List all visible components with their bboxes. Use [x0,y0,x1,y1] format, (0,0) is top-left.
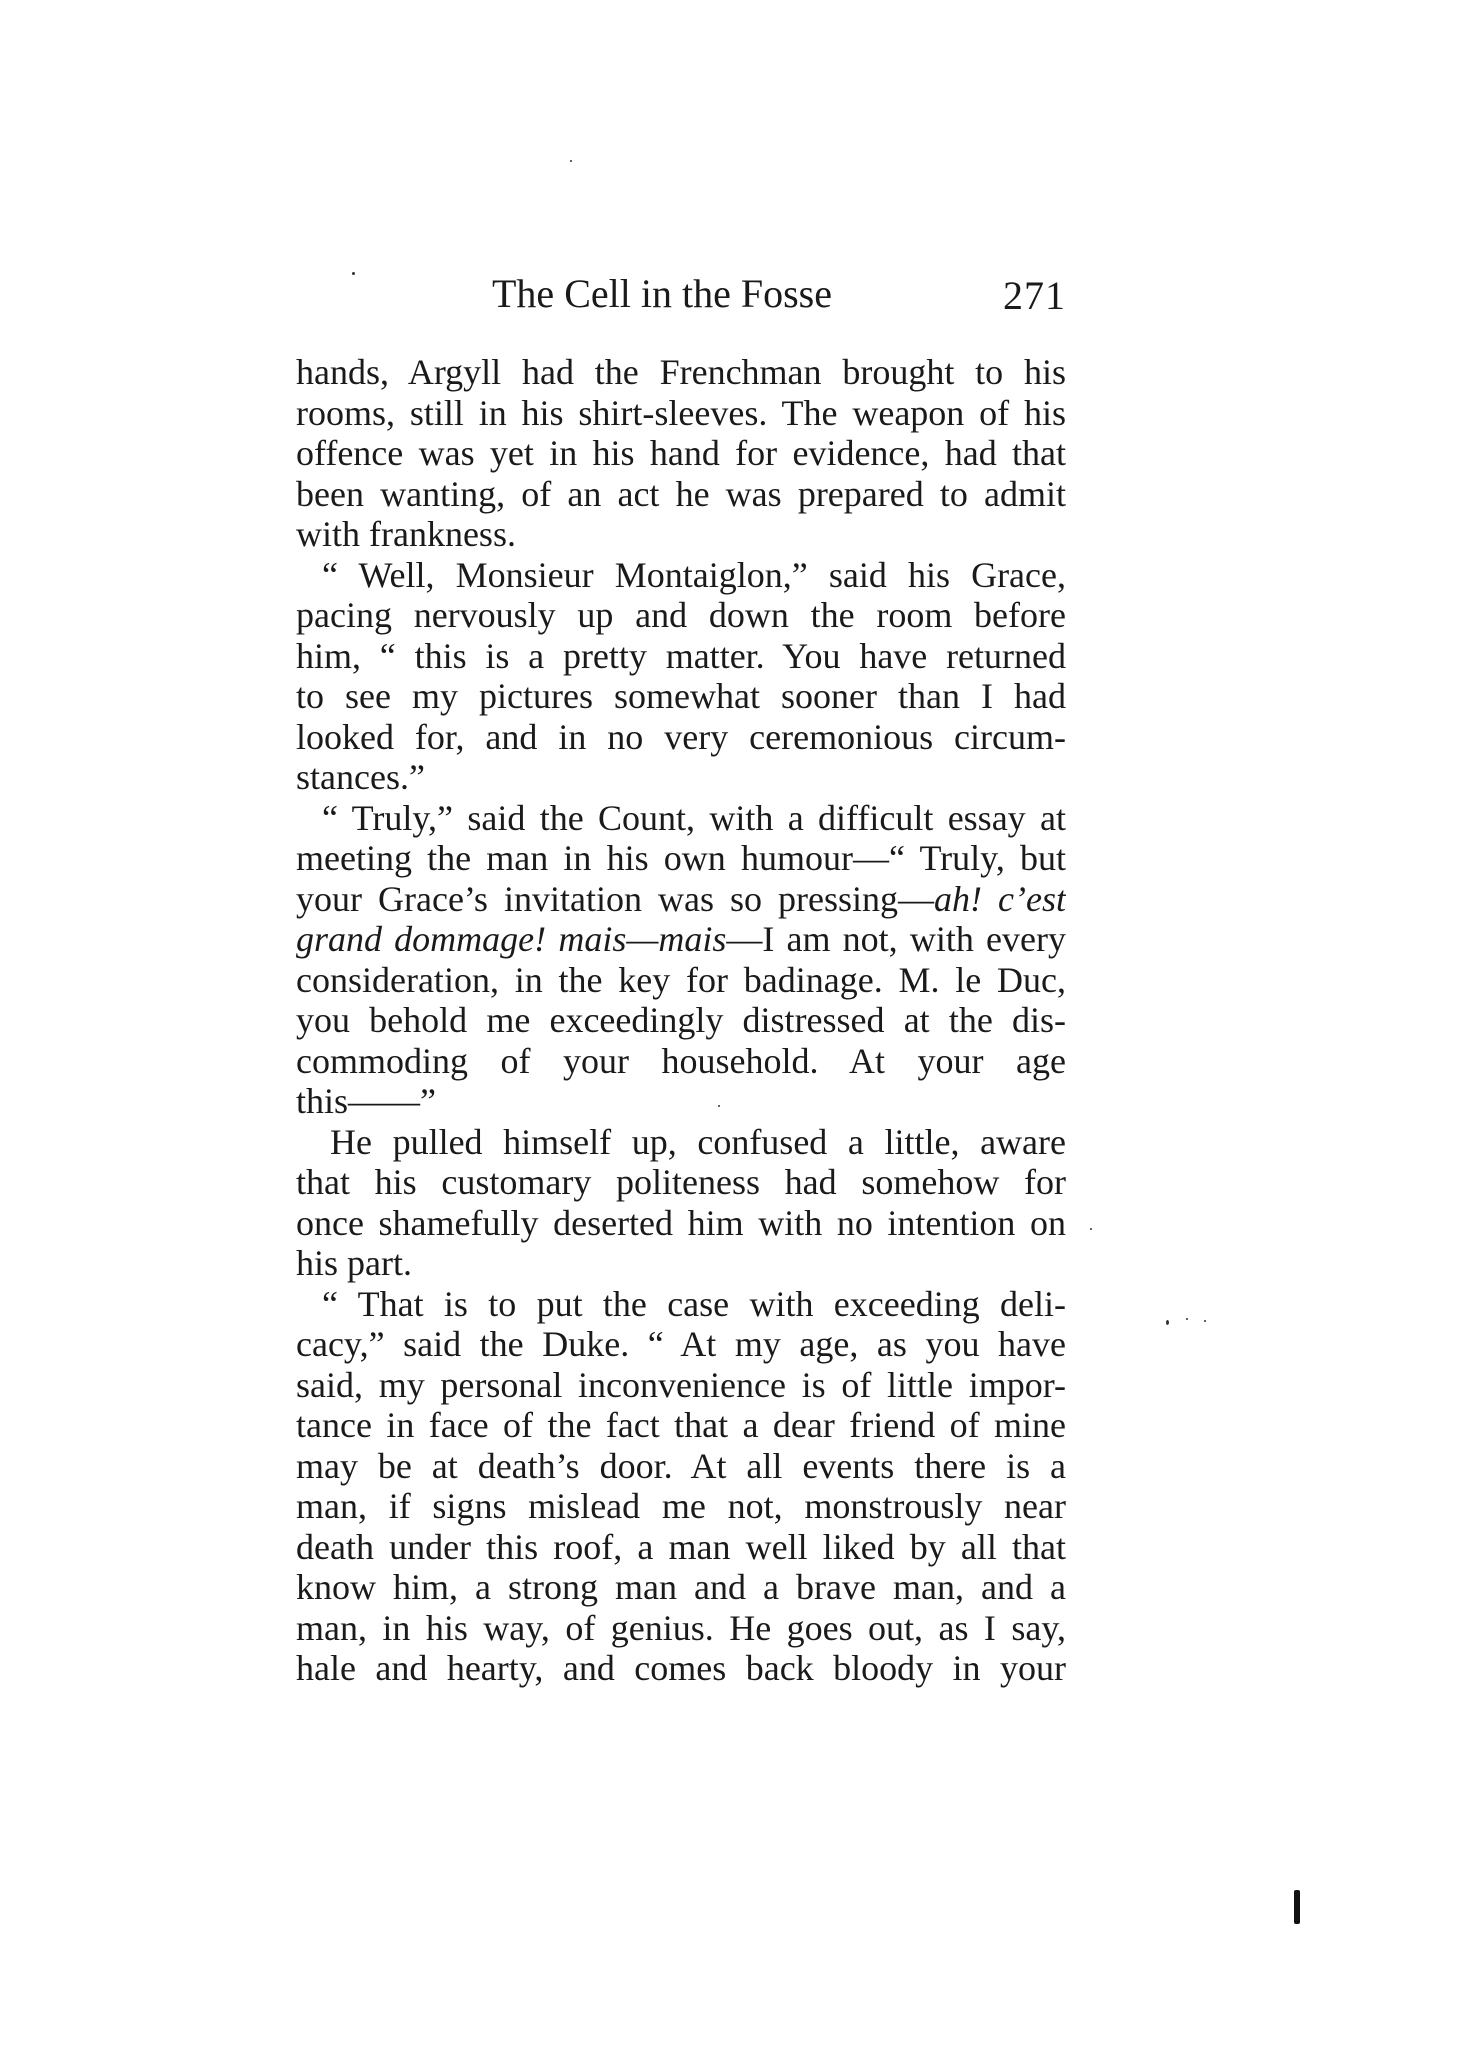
text-line: you behold me exceedingly distressed at the dis- [296,1000,1066,1040]
scan-speck [718,1105,720,1107]
text-line: once shamefully deserted him with no intention on [296,1202,1066,1243]
scan-speck [1186,1318,1188,1320]
italic-phrase: ah! c’est [934,878,1066,919]
text-line: commoding of your household. At your age [296,1040,1066,1081]
italic-phrase: grand dommage! mais—mais [296,919,727,959]
text-line: looked for, and in no very ceremonious circum- [296,716,1066,757]
scan-mark [1294,1890,1300,1924]
text-line: with frankness. [296,514,516,554]
text-line: He pulled himself up, confused a little, aware [330,1121,1066,1162]
text-line: hands, Argyll had the Frenchman brought to his [296,352,1066,392]
text-line: “ That is to put the case with exceeding deli- [322,1283,1066,1324]
text-line: “ Well, Monsieur Montaiglon,” said his Grace, [322,554,1066,595]
text-line: offence was yet in his hand for evidence, had that [296,433,1066,473]
text-line: “ Truly,” said the Count, with a difficult essay at [322,797,1066,838]
text-line: tance in face of the fact that a dear friend of mine [296,1405,1066,1445]
scan-speck [570,160,572,162]
body-text [296,352,1066,1689]
text-line: know him, a strong man and a brave man, and a [296,1567,1066,1607]
page-number: 271 [1003,273,1066,318]
text-line [296,919,1066,960]
text-line: to see my pictures somewhat sooner than I had [296,676,1066,716]
text-line: pacing nervously up and down the room before [296,595,1066,635]
text-line: him, “ this is a pretty matter. You have returned [296,635,1066,676]
text-line: man, in his way, of genius. He goes out, as I say, [296,1607,1066,1648]
text-line: man, if signs mislead me not, monstrously near [296,1486,1066,1526]
text-line: that his customary politeness had somehow for [296,1162,1066,1202]
text-line: said, my personal inconvenience is of little impor- [296,1364,1066,1405]
text-line [296,879,1066,920]
text-line: hale and hearty, and comes back bloody in your [296,1648,1066,1688]
scan-speck [1166,1320,1169,1325]
text-line: cacy,” said the Duke. “ At my age, as you have [296,1324,1066,1364]
text-segment: your Grace’s invitation was so pressing— [296,878,935,919]
text-line: stances.” [296,757,425,797]
running-title: The Cell in the Fosse [492,271,832,316]
text-line: been wanting, of an act he was prepared to admit [296,473,1066,514]
text-line: this——” [296,1081,436,1121]
text-line: consideration, in the key for badinage. M. le Duc, [296,959,1066,1000]
scan-speck [1204,1320,1206,1322]
text-line: his part. [296,1243,412,1283]
text-line: rooms, still in his shirt-sleeves. The weapon of his [296,392,1066,433]
scan-speck [352,272,355,275]
text-segment: —I am not, with every [726,919,1066,959]
running-head [296,262,1066,322]
text-line: may be at death’s door. At all events there is a [296,1445,1066,1486]
text-line: death under this roof, a man well liked by all that [296,1526,1066,1567]
scan-speck [1090,1228,1092,1230]
text-line: meeting the man in his own humour—“ Truly, but [296,838,1066,878]
